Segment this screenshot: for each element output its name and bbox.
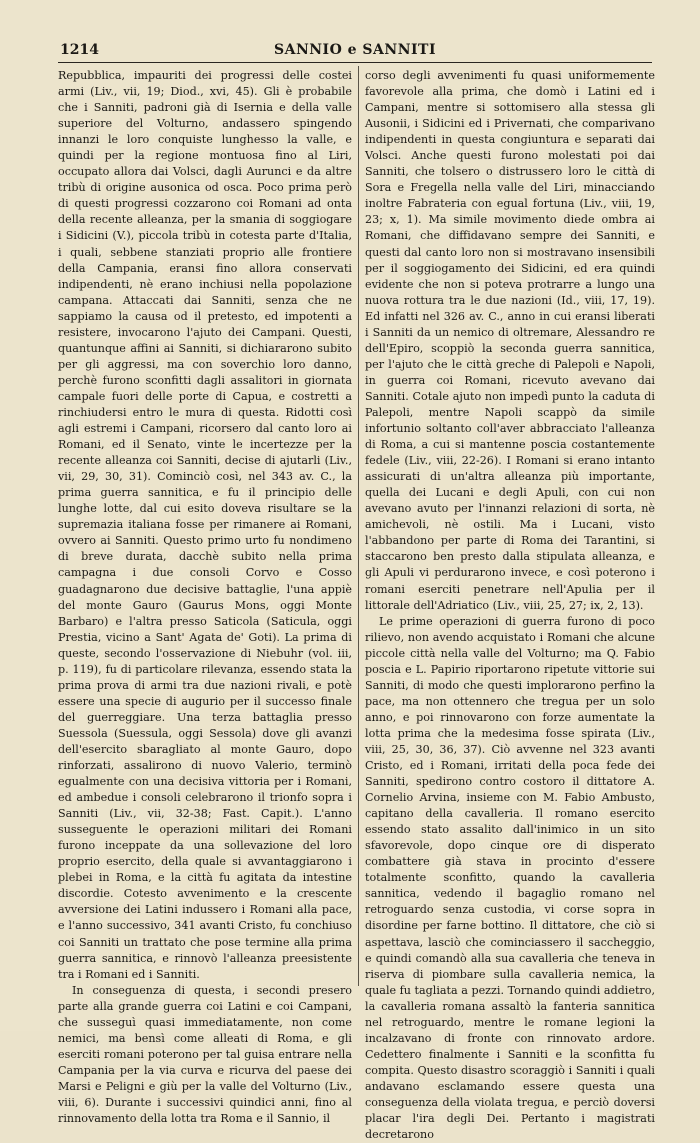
page-number: 1214: [60, 42, 99, 58]
page-header: [58, 40, 652, 62]
left-paragraph-2: In conseguenza di questa, i secondi presero parte alla grande guerra coi Latini e coi Campani, che susseguì quasi immediatamente, non come nemici, ma bensì come alleati di Roma, e gli eserciti romani poterono per tal guisa entrare nella Campania per la via curva e ricurva del paese dei Marsi e Peligni e giù per la valle del Volturno (Liv., viii, 6). Durante i successivi quindici anni, fino al rinnovamento della lotta tra Roma e il Sannio, il: [58, 983, 352, 1126]
left-column: [58, 68, 352, 1126]
column-divider: [358, 66, 359, 986]
right-paragraph-1: corso degli avvenimenti fu quasi uniformemente favorevole alla prima, che domò i Latini ed i Campani, mentre si sottomisero alla stessa gli Ausonii, i Sidicini ed i Privernati, che comparivano indipendenti in questa congiuntura e separati dai Volsci. Anche questi furono molestati poi dai Sanniti, che tolsero o distrussero loro le città di Sora e Fregella nella valle del Liri, minacciando inoltre Fabrateria con egual fortuna (Liv., viii, 19, 23; x, 1). Ma simile movimento diede ombra ai Romani, che diffidavano sempre dei Sanniti, e questi dal canto loro non si mostravano insensibili per il soggiogamento dei Sidicini, ed era quindi evidente che non si poteva protrarre a lungo una nuova rottura tra le due nazioni (Id., viii, 17, 19). Ed infatti nel 326 av. C., anno in cui eransi liberati i Sanniti da un nemico di oltremare, Alessandro re dell'Epiro, scoppiò la seconda guerra sannitica, per l'ajuto che le città greche di Palepoli e Napoli, in guerra coi Romani, ricevuto avevano dai Sanniti. Cotale ajuto non impedì punto la caduta di Palepoli, mentre Napoli scappò da simile infortunio soltanto coll'aver abbracciato l'alleanza di Roma, a cui si mantenne poscia costantemente fedele (Liv., viii, 22-26). I Romani si erano intanto assicurati di un'altra alleanza più importante, quella dei Lucani e degli Apuli, con cui non avevano avuto per l'innanzi relazioni di sorta, nè amichevoli, nè ostili. Ma i Lucani, visto l'abbandono per parte di Roma dei Tarantini, si staccarono ben presto dalla stipulata alleanza, e gli Apuli vi perdurarono invece, e così poterono i romani eserciti penetrare nell'Apulia per il littorale dell'Adriatico (Liv., viii, 25, 27; ix, 2, 13).: [365, 69, 655, 612]
left-paragraph-1: Repubblica, impauriti dei progressi delle costei armi (Liv., vii, 19; Diod., xvi, 45). Gli è probabile che i Sanniti, padroni già di Isernia e della valle superiore del Volturno, andassero spingendo innanzi le loro conquiste lunghesso la valle, e quindi per la regione montuosa fino al Liri, occupato allora dai Volsci, dagli Aurunci e da altre tribù di origine ausonica od osca. Poco prima però di questi progressi cozzarono coi Romani ad onta della recente alleanza, per la smania di soggiogare i Sidicini (V.), piccola tribù in cotesta parte d'Italia, i quali, sebbene stanziati proprio alle frontiere della Campania, eransi fino allora conservati indipendenti, nè erano inchiusi nella popolazione campana. Attaccati dai Sanniti, senza che ne sappiamo la causa od il pretesto, ed impotenti a resistere, invocarono l'ajuto dei Campani. Questi, quantunque affini ai Sanniti, si dichiararono subito per gli aggressi, ma con soverchio loro danno, perchè furono sconfitti dagli assalitori in giornata campale fuori delle porte di Capua, e costretti a rinchiudersi entro le mura di questa. Ridotti così agli estremi i Campani, ricorsero dal canto loro ai Romani, ed il Senato, vinte le incertezze per la recente alleanza coi Sanniti, decise di ajutarli (Liv., vii, 29, 30, 31). Cominciò così, nel 343 av. C., la prima guerra sannitica, e fu il principio delle lunghe lotte, dal cui esito doveva risultare se la supremazia italiana fosse per rimanere ai Romani, ovvero ai Sanniti. Questo primo urto fu nondimeno di breve durata, dacchè subito nella prima campagna i due consoli Corvo e Cosso guadagnarono due decisive battaglie, l'una appiè del monte Gauro (Gaurus Mons, oggi Monte Barbaro) e l'altra presso Saticola (Saticula, oggi Prestia, vicino a Sant' Agata de' Goti). La prima di queste, secondo l'osservazione di Niebuhr (vol. iii, p. 119), fu di particolare rilevanza, essendo stata la prima prova di armi tra due nazioni rivali, e potè essere una specie di augurio per il successo finale del guerreggiare. Una terza battaglia presso Suessola (Suessula, oggi Sessola) dove gli avanzi dell'esercito sbaragliato al monte Gauro, dopo rinforzati, assalirono di nuovo Valerio, terminò egualmente con una decisiva vittoria per i Romani, ed ambedue i consoli celebrarono il trionfo sopra i Sanniti (Liv., vii, 32-38; Fast. Capit.). L'anno susseguente le operazioni militari dei Romani furono inceppate da una sollevazione del loro proprio esercito, della quale si avvantaggiarono i plebei in Roma, e la città fu agitata da intestine discordie. Cotesto avvenimento e la crescente avversione dei Latini indussero i Romani alla pace, e l'anno successivo, 341 avanti Cristo, fu conchiuso coi Sanniti un trattato che pose termine alla prima guerra sannitica, e rinnovò l'alleanza preesistente tra i Romani ed i Sanniti.: [58, 69, 352, 981]
right-paragraph-2: Le prime operazioni di guerra furono di poco rilievo, non avendo acquistato i Romani che alcune piccole città nella valle del Volturno; ma Q. Fabio poscia e L. Papirio riportarono ripetute vittorie sui Sanniti, di modo che questi implorarono perfino la pace, ma non ottennero che tregua per un solo anno, e poi rinnovarono con forze aumentate la lotta prima che la medesima fosse spirata (Liv., viii, 25, 30, 36, 37). Ciò avvenne nel 323 avanti Cristo, ed i Romani, irritati della poca fede dei Sanniti, spedirono contro costoro il dittatore A. Cornelio Arvina, insieme con M. Fabio Ambusto, capitano della cavalleria. Il romano esercito essendo stato assalito dall'inimico in un sito sfavorevole, dopo cinque ore di disperato combattere già stava in procinto d'essere totalmente sconfitto, quando la cavalleria sannitica, vedendo il bagaglio romano nel retroguardo senza custodia, vi corse sopra in disordine per farne bottino. Il dittatore, che ciò si aspettava, lasciò che cominciassero il saccheggio, e quindi comandò alla sua cavalleria che teneva in riserva di piombare sulla cavalleria nemica, la quale fu tagliata a pezzi. Tornando quindi addietro, la cavalleria romana assaltò la fanteria sannitica nel retroguardo, mentre le romane legioni la incalzavano di fronte con rinnovato ardore. Cedettero finalmente i Sanniti e la sconfitta fu compita. Questo disastro scoraggiò i Sanniti i quali andavano esclamando essere questa una conseguenza della violata tregua, e perciò doversi placar l'ira degli Dei. Pertanto i magistrati decretarono: [365, 614, 655, 1142]
header-rule: [58, 62, 652, 63]
running-title: SANNIO e SANNITI: [273, 42, 437, 58]
right-column: [365, 68, 655, 1142]
